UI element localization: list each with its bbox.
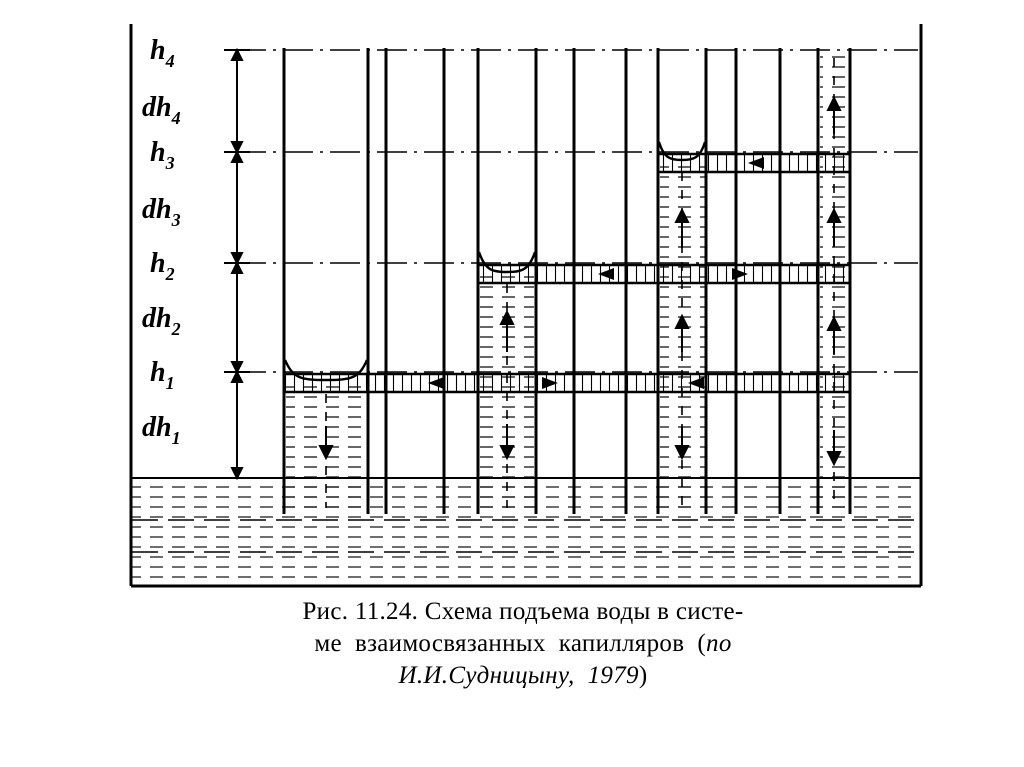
label-dh2: $dh_2$ — [142, 303, 181, 339]
connector-channel-h1 — [284, 374, 850, 392]
label-h1: $h_1$ — [150, 357, 175, 393]
label-h3: $h_3$ — [150, 137, 175, 173]
caption-line-2 — [128, 628, 918, 660]
capillary-diagram-svg — [128, 22, 924, 588]
connector-channel-h2 — [478, 265, 850, 283]
label-dh3: $dh_3$ — [142, 194, 181, 230]
label-h2: $h_2$ — [150, 248, 175, 284]
capillary-tube-2 — [386, 48, 444, 514]
height-scale — [224, 50, 250, 478]
capillary-diagram — [128, 22, 924, 588]
caption-line-2-italic: по — [706, 630, 732, 657]
figure-caption — [128, 596, 918, 692]
caption-line-3 — [128, 660, 918, 692]
caption-line-2-plain: ме взаимосвязанных капилляров ( — [314, 630, 707, 657]
label-dh1: $dh_1$ — [142, 412, 181, 448]
caption-line-3-plain: ) — [638, 662, 648, 689]
caption-line-1: Рис. 11.24. Схема подъема воды в систе- — [302, 598, 744, 625]
label-h4: $h_4$ — [150, 35, 175, 71]
label-dh4: $dh_4$ — [142, 92, 181, 128]
scale-labels — [142, 35, 181, 448]
level-lines — [236, 50, 918, 372]
caption-line-3-italic: И.И.Судницыну, 1979 — [398, 662, 639, 689]
connector-channel-h3 — [658, 154, 850, 172]
